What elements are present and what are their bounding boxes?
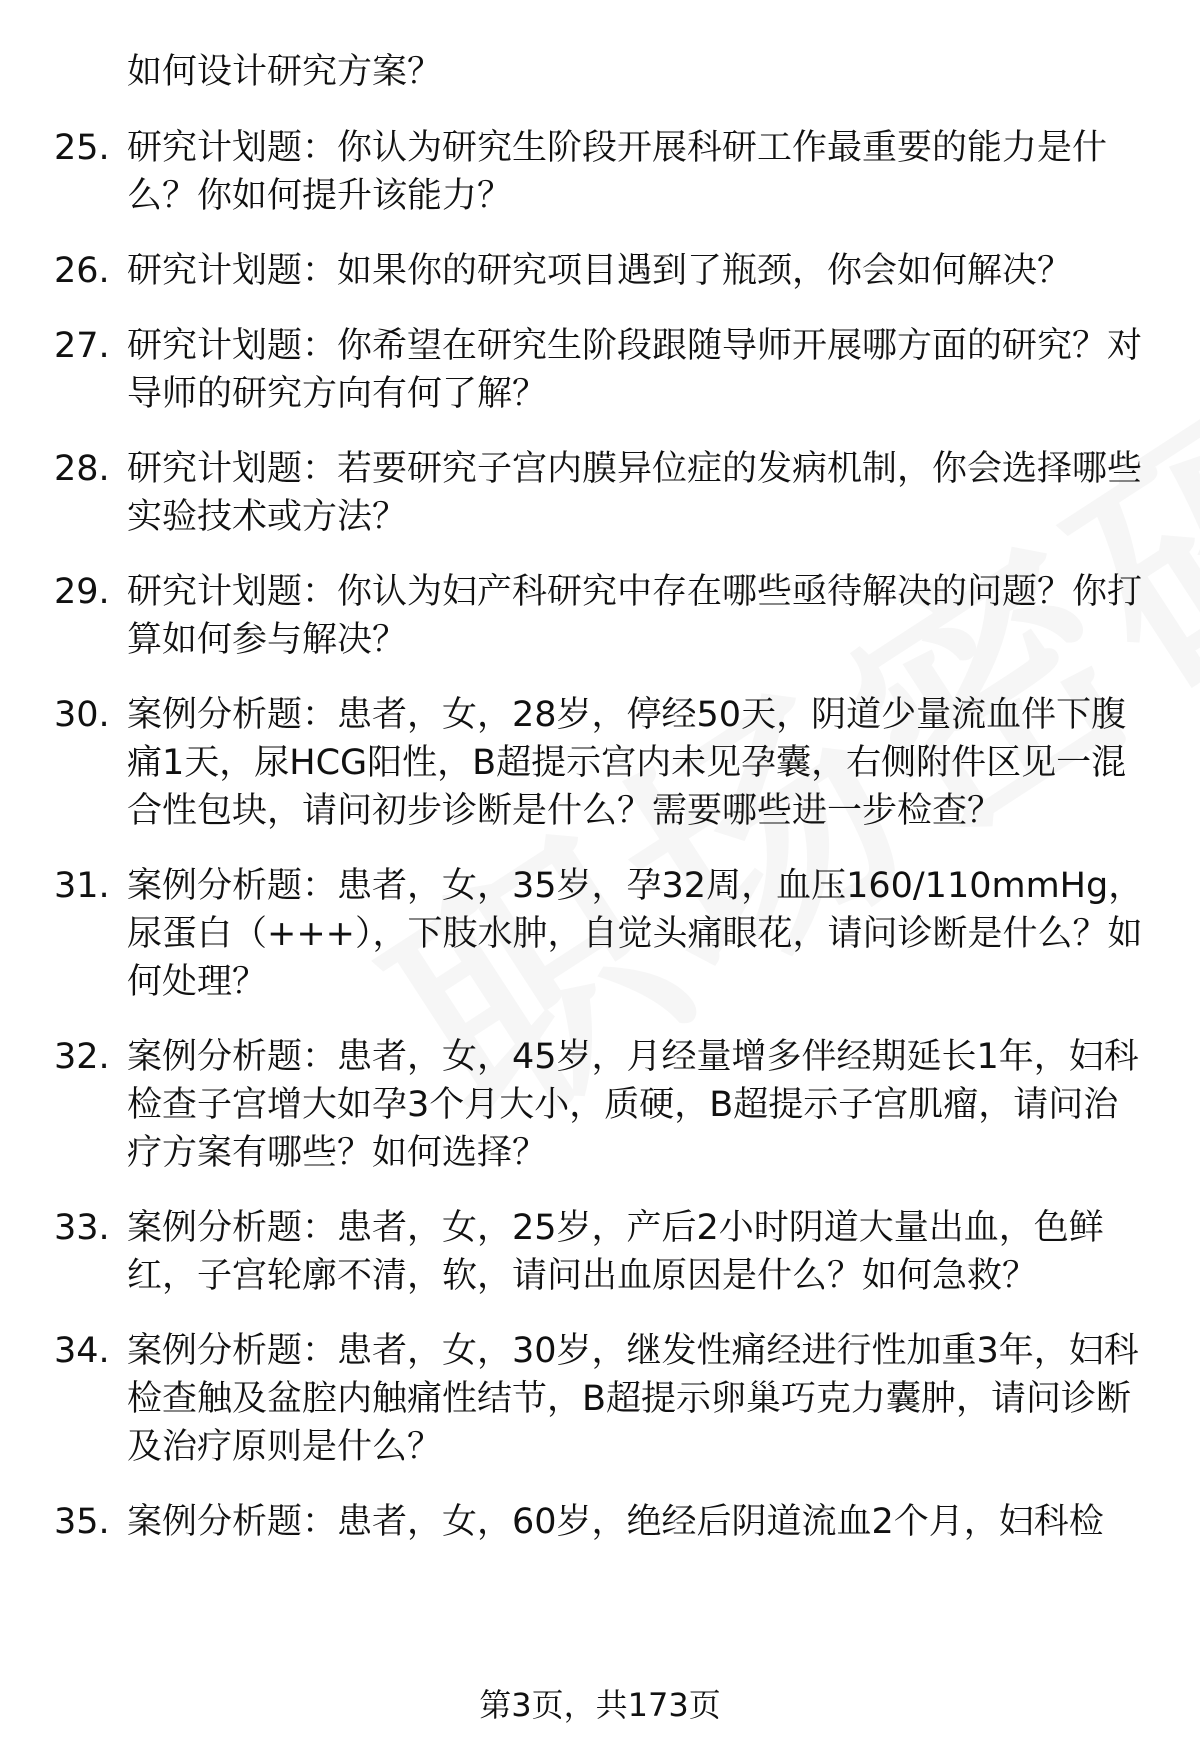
question-item [54,322,1154,418]
question-item [54,1498,1154,1546]
question-text: 案例分析题：患者，女，30岁，继发性痛经进行性加重3年，妇科检查触及盆腔内触痛性结节，B超提示卵巢巧克力囊肿，请问诊断及治疗原则是什么？ [127,1331,1139,1467]
question-item [54,445,1154,541]
question-text: 研究计划题：你认为研究生阶段开展科研工作最重要的能力是什么？你如何提升该能力？ [127,128,1108,216]
question-text: 研究计划题：若要研究子宫内膜异位症的发病机制，你会选择哪些实验技术或方法？ [127,449,1143,537]
question-text: 案例分析题：患者，女，28岁，停经50天，阴道少量流血伴下腹痛1天，尿HCG阳性，B超提示宫内未见孕囊，右侧附件区见一混合性包块，请问初步诊断是什么？需要哪些进一步检查？ [127,695,1127,831]
question-text: 案例分析题：患者，女，45岁，月经量增多伴经期延长1年，妇科检查子宫增大如孕3个月大小，质硬，B超提示子宫肌瘤，请问治疗方案有哪些？如何选择？ [127,1037,1139,1173]
question-text: 案例分析题：患者，女，35岁，孕32周，血压160/110mmHg，尿蛋白（+++），下肢水肿，自觉头痛眼花，请问诊断是什么？如何处理？ [127,866,1144,1002]
question-number: 30. [54,695,110,735]
question-number: 29. [54,572,110,612]
question-item [54,862,1154,1006]
question-text: 案例分析题：患者，女，60岁，绝经后阴道流血2个月，妇科检 [127,1502,1104,1542]
question-item [54,568,1154,664]
question-number: 32. [54,1037,110,1077]
question-number: 35. [54,1502,110,1542]
question-text: 研究计划题：你希望在研究生阶段跟随导师开展哪方面的研究？对导师的研究方向有何了解？ [127,326,1143,414]
question-text: 案例分析题：患者，女，25岁，产后2小时阴道大量出血，色鲜红，子宫轮廓不清，软，请问出血原因是什么？如何急救？ [127,1208,1104,1296]
question-item [54,1327,1154,1471]
question-number: 25. [54,128,110,168]
question-list [54,48,1154,1573]
question-number: 34. [54,1331,110,1371]
question-number: 33. [54,1208,110,1248]
question-number: 28. [54,449,110,489]
page-indicator: 第3页，共173页 [479,1686,721,1724]
question-text: 研究计划题：你认为妇产科研究中存在哪些亟待解决的问题？你打算如何参与解决？ [127,572,1143,660]
question-item [54,1204,1154,1300]
question-number: 26. [54,251,110,291]
question-item [54,691,1154,835]
question-text: 研究计划题：如果你的研究项目遇到了瓶颈，你会如何解决？ [127,251,1073,291]
question-number: 27. [54,326,110,366]
question-item [54,247,1154,295]
question-item [54,124,1154,220]
question-number: 31. [54,866,110,906]
continuation-line: 如何设计研究方案？ [127,52,443,92]
question-item [54,1033,1154,1177]
